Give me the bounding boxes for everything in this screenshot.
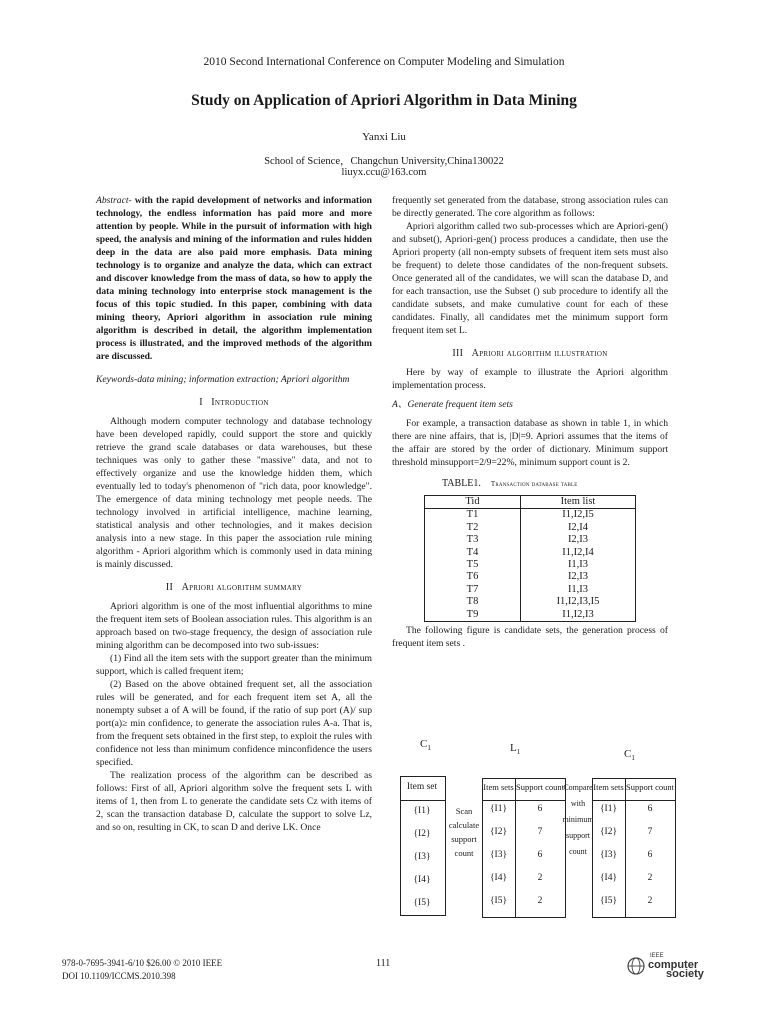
- table-cell: I1,I3: [567, 583, 589, 595]
- table-row: [425, 522, 636, 534]
- box1-item: {I4}: [413, 875, 431, 885]
- paragraph: The realization process of the algorithm can be described as follows: First of all, Apriori algorithm solve the frequent sets L with items of 1, then from L to generate the candidate sets Cz with items of 2, scan the transaction database D, calculate the support to solve Lz, and so on, resulting in CK, to scan D and derive LK. Once: [96, 770, 372, 833]
- c1-label: $C_1$: [420, 738, 431, 753]
- table-cell: T7: [425, 584, 521, 596]
- section-number: II: [165, 582, 174, 593]
- abstract-label: Abstract-: [96, 195, 132, 206]
- table-header: Tid: [425, 496, 521, 509]
- box3-cell: 2: [647, 873, 653, 883]
- table-row: [425, 609, 636, 622]
- table-cell: I1,I2,I4: [562, 546, 594, 558]
- section-heading-introduction: [96, 396, 372, 409]
- paragraph: Apriori algorithm called two sub-processes which are Apriori-gen() and subset(), Apriori-gen() process produces a candidate, then use the Apriori property (all non-empty subsets of frequent item sets must also be frequent) to delete those candidates of the non-frequent subsets. Once generated all of the candidates, we will scan the database D, and for each transaction, use the Subset () sub procedure to identify all the candidate subsets, and make cumulative count for each of these candidates. Finally, all candidates met the minimum support form frequent item set L.: [392, 221, 668, 336]
- box3-cell: {I3}: [599, 850, 618, 860]
- left-column: [96, 194, 372, 834]
- table-cell: T8: [425, 596, 521, 608]
- box1-item: {I5}: [413, 898, 431, 908]
- box3-cell: 6: [647, 804, 653, 814]
- paragraph: Here by way of example to illustrate the Apriori algorithm implementation process.: [392, 367, 668, 391]
- box3-header: Item sets: [593, 782, 624, 792]
- box3-cell: 2: [647, 896, 653, 906]
- candidate-sets-figure: [398, 738, 688, 918]
- conference-name: 2010 Second International Conference on Computer Modeling and Simulation: [203, 56, 565, 68]
- box3-cell: {I2}: [599, 827, 618, 837]
- box3-cell: {I4}: [599, 873, 618, 883]
- section-number: III: [452, 348, 464, 359]
- box2-cell: {I3}: [489, 850, 508, 860]
- table-cell: T2: [425, 522, 521, 534]
- globe-icon: [626, 956, 646, 976]
- section-heading-apriori-summary: [96, 581, 372, 594]
- table-header: Item list: [521, 496, 636, 509]
- box2-cell: {I5}: [489, 896, 508, 906]
- table-cell: I2,I3: [567, 571, 589, 583]
- box1-item: {I2}: [413, 829, 431, 839]
- table-row: [425, 534, 636, 546]
- section-heading-apriori-illustration: [392, 347, 668, 360]
- table-cell: T5: [425, 559, 521, 571]
- box1-item: {I3}: [413, 852, 431, 862]
- table-cell: T3: [425, 534, 521, 546]
- box1-item: {I1}: [413, 806, 431, 816]
- table-row: [425, 571, 636, 583]
- box2-cell: {I2}: [489, 827, 508, 837]
- table-cell: I1,I2,I3,I5: [556, 596, 600, 608]
- box2-header: Item sets: [483, 782, 514, 792]
- compare-arrow-label: Compare with minimum support count: [562, 783, 594, 856]
- box3-cell: 6: [647, 850, 653, 860]
- scan-arrow-label: Scan calculate support count: [448, 806, 480, 858]
- table-cell: T6: [425, 571, 521, 583]
- author-name: Yanxi Liu: [362, 131, 406, 143]
- section-title: Apriori algorithm summary: [181, 582, 303, 593]
- page-number: 111: [376, 958, 391, 969]
- box3-cell: {I1}: [599, 804, 618, 814]
- itemset-box: [400, 776, 446, 916]
- box2-cell: {I1}: [489, 804, 508, 814]
- table-caption-number: TABLE1.: [442, 478, 481, 489]
- transaction-table: [424, 495, 636, 622]
- box2-cell: 6: [537, 850, 543, 860]
- box1-header: Item set: [406, 782, 438, 792]
- box2-cell: 2: [537, 873, 543, 883]
- keywords: Keywords-data mining; information extraction; Apriori algorithm: [96, 374, 350, 385]
- table-row: [425, 509, 636, 522]
- table-cell: I2,I3: [567, 534, 589, 546]
- paragraph: The following figure is candidate sets, the generation process of frequent item sets .: [392, 625, 668, 650]
- logo-text: IEEE computer society: [648, 953, 704, 980]
- author-email: liuyx.ccu@163.com: [341, 167, 427, 178]
- introduction-paragraph: Although modern computer technology and database technology have been developed rapidly, could support the store and quickly retrieve the grand scale databases or data warehouses, but these techniques was only to gather these "massive" data, and not to effectively organize and use the knowledge hidden them, which eventually led to today's phenomenon of "rich data, poor knowledge". The emergence of data mining technology met people needs. The technology involved in artificial intelligence, machine learning, statistical analysis and other technologies, and it makes decision analysis into a new stage. In this paper the association rule mining algorithm - Apriori algorithm which is commonly used in data mining is mainly discussed.: [96, 416, 372, 570]
- table-cell: I1,I2,I5: [562, 509, 594, 521]
- ieee-computer-society-logo: [626, 952, 726, 978]
- right-column: [392, 194, 668, 650]
- table-cell: I2,I4: [567, 521, 589, 533]
- abstract: [96, 194, 372, 363]
- box2-cell: 6: [537, 804, 543, 814]
- table-cell: I1,I2,I3: [521, 609, 636, 622]
- box2-cell: 7: [537, 827, 543, 837]
- paragraph: (2) Based on the above obtained frequent set, all the association rules will be generated, and for each frequent item set A, all the nonempty subset a of A will be found, if the ratio of sup port (A)/ sup port(a)≥ min confidence, to generate the association rules A-a. That is, from the frequent sets obtained in the first step, to exploit the rules with confidence not less than minimum confidence minconfidence the users specified.: [96, 679, 372, 768]
- box3-header: Support count: [626, 782, 674, 792]
- c1b-label: $C_1$: [624, 748, 635, 763]
- paragraph: Apriori algorithm is one of the most influential algorithms to mine the frequent item sets of Boolean association rules. This algorithm is an approach based on two-stage frequency, the design of association rule mining algorithm can be decomposed into two sub-issues:: [96, 601, 372, 651]
- section-title: Introduction: [211, 397, 269, 408]
- box2-cell: {I4}: [489, 873, 508, 883]
- copyright-footer: [62, 957, 222, 983]
- subsection-heading: A、Generate frequent item sets: [392, 399, 513, 410]
- table-cell: T1: [425, 509, 521, 522]
- abstract-text: with the rapid development of networks and information technology, the endless information has paid more and more attention by people. While in the pursuit of information with high speed, the analysis and mining of the information and rules hidden deep in the data are also paid more emphasis. Data mining technology is to organize and analyze the data, which can extract and discover knowledge from the mass of data, so how to apply the data mining technology into enterprise stock management is the focus of this topic studied. In this paper, combining with data mining theory, Apriori algorithm in association rule mining algorithm is described in detail, the algorithm implementation process is illustrated, and the improved methods of the algorithm are discussed.: [96, 195, 372, 362]
- box3-cell: {I5}: [599, 896, 618, 906]
- paragraph: For example, a transaction database as shown in table 1, in which there are nine affairs, that is, |D|=9. Apriori assumes that the items of the affair are stored by the order of dictionary. Minimum support threshold minsupport=2/9=22%, minimum support count is 2.: [392, 418, 668, 468]
- l1-label: $L_1$: [510, 742, 521, 757]
- table-cell: T4: [425, 547, 521, 559]
- table-row: [425, 584, 636, 596]
- section-title: Apriori algorithm illustration: [471, 348, 608, 359]
- table-row: [425, 596, 636, 608]
- box3-cell: 7: [647, 827, 653, 837]
- box2-cell: 2: [537, 896, 543, 906]
- author-affiliation: School of Science，Changchun University,China130022: [264, 156, 504, 167]
- table-caption: [392, 477, 668, 491]
- paragraph: (1) Find all the item sets with the support greater than the minimum support, which is called frequent item;: [96, 653, 372, 677]
- table-row: [425, 547, 636, 559]
- table-caption-title: Transaction database table: [490, 480, 578, 488]
- section-number: I: [199, 397, 203, 408]
- table-cell: T9: [425, 609, 521, 622]
- isbn-line: 978-0-7695-3941-6/10 $26.00 © 2010 IEEE: [62, 958, 223, 968]
- box2-header: Support count: [516, 782, 564, 792]
- paper-title: Study on Application of Apriori Algorithm in Data Mining: [191, 92, 577, 109]
- doi-line: DOI 10.1109/ICCMS.2010.398: [62, 971, 176, 981]
- table-cell: I1,I3: [567, 559, 589, 571]
- paragraph: frequently set generated from the database, strong association rules can be directly generated. The core algorithm as follows:: [392, 195, 668, 219]
- table-row: [425, 559, 636, 571]
